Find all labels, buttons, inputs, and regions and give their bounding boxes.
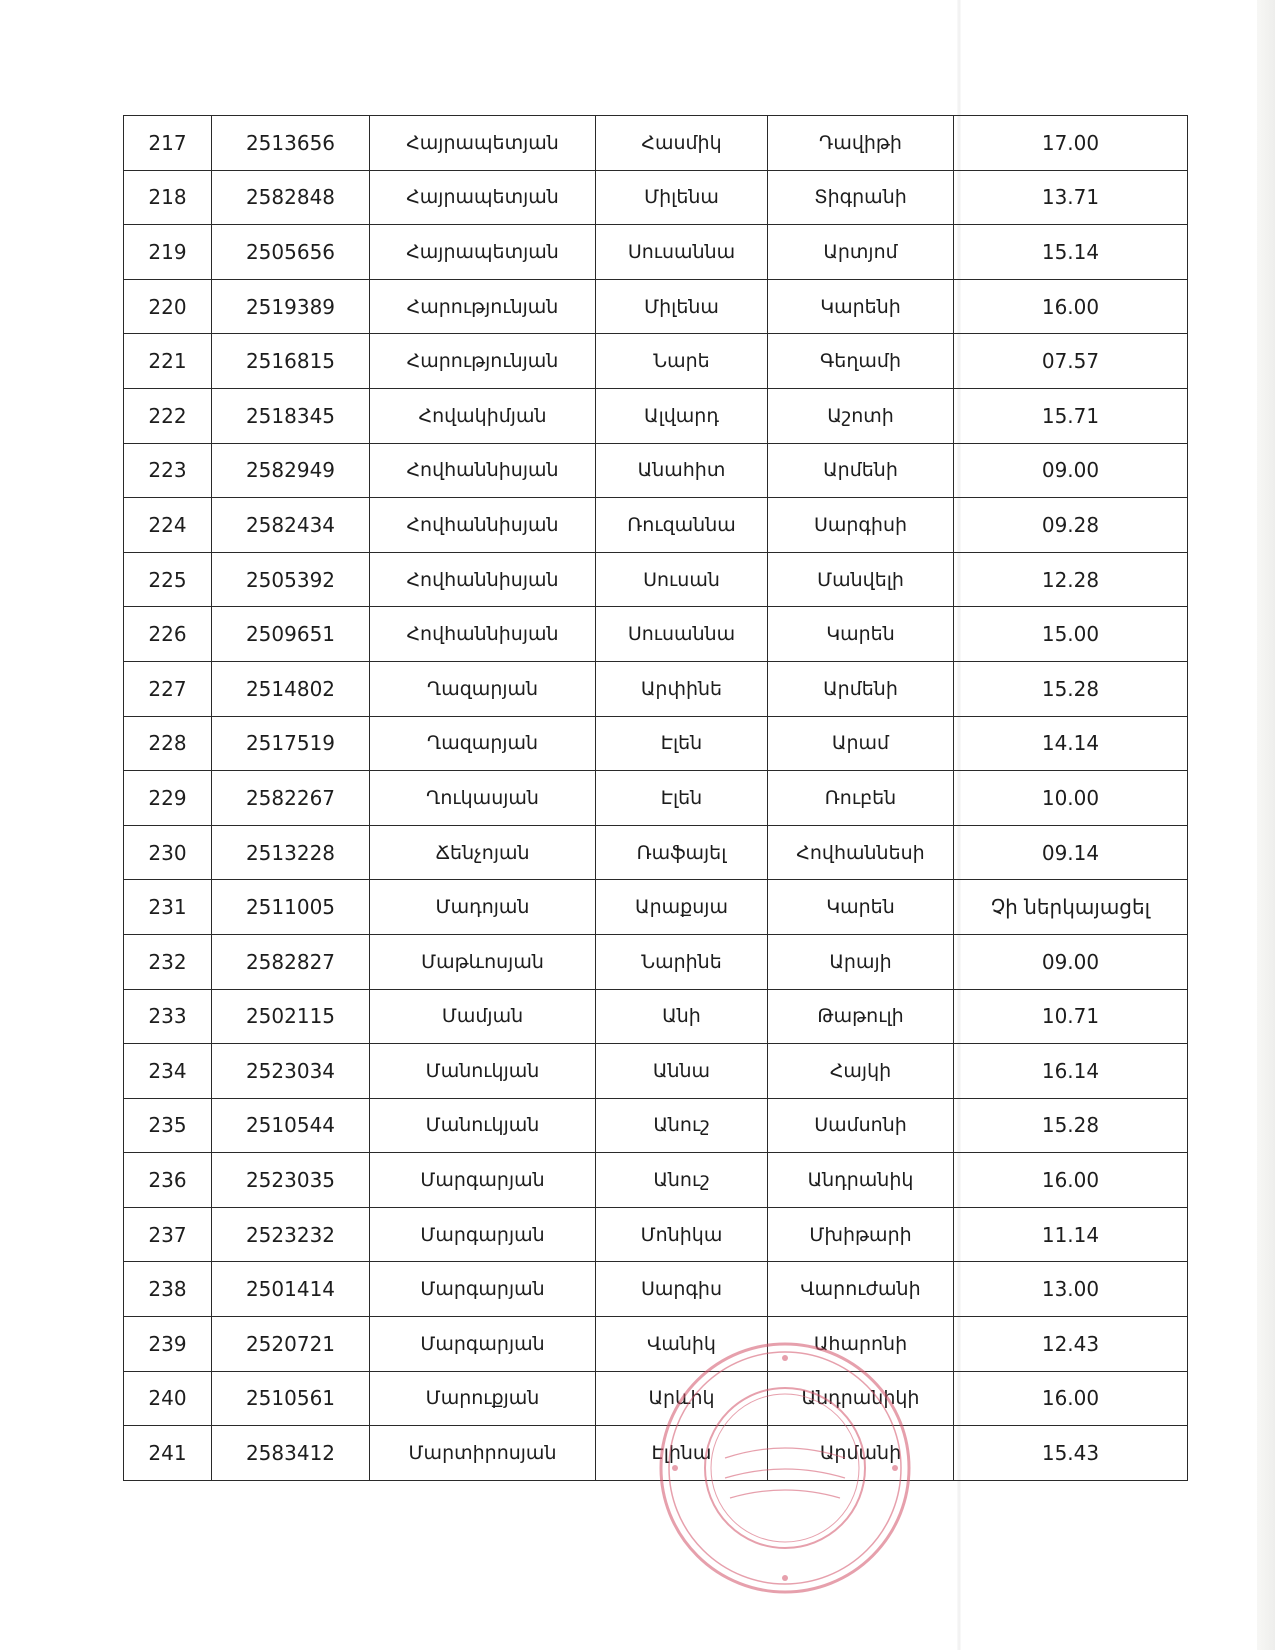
applicant-id: 2582949 [212, 443, 370, 498]
first-name: Անուշ [596, 1153, 768, 1208]
applicant-id: 2502115 [212, 989, 370, 1044]
table-row [124, 825, 1188, 880]
first-name: Սուսաննա [596, 607, 768, 662]
row-number: 231 [124, 880, 212, 935]
score: 09.28 [954, 498, 1188, 553]
score: 07.57 [954, 334, 1188, 389]
table-row [124, 716, 1188, 771]
first-name: Ռուզաննա [596, 498, 768, 553]
patronymic: Մանվելի [768, 552, 954, 607]
applicant-id: 2582434 [212, 498, 370, 553]
table-row [124, 1262, 1188, 1317]
table-row [124, 552, 1188, 607]
patronymic: Վարուժանի [768, 1262, 954, 1317]
row-number: 235 [124, 1098, 212, 1153]
score: 16.00 [954, 1153, 1188, 1208]
first-name: Միլենա [596, 170, 768, 225]
surname: Մարտիրոսյան [370, 1426, 596, 1481]
surname: Ճենչոյան [370, 825, 596, 880]
applicant-id: 2510544 [212, 1098, 370, 1153]
first-name: Արփինե [596, 661, 768, 716]
row-number: 228 [124, 716, 212, 771]
patronymic: Թաթուլի [768, 989, 954, 1044]
surname: Մարգարյան [370, 1153, 596, 1208]
table-row [124, 279, 1188, 334]
patronymic: Արմանի [768, 1426, 954, 1481]
applicant-id: 2517519 [212, 716, 370, 771]
first-name: Վանիկ [596, 1317, 768, 1372]
row-number: 240 [124, 1371, 212, 1426]
surname: Ղազարյան [370, 661, 596, 716]
row-number: 239 [124, 1317, 212, 1372]
patronymic: Տիգրանի [768, 170, 954, 225]
applicant-id: 2520721 [212, 1317, 370, 1372]
table-row [124, 1371, 1188, 1426]
score: 15.71 [954, 388, 1188, 443]
row-number: 221 [124, 334, 212, 389]
score: 13.00 [954, 1262, 1188, 1317]
surname: Հովհաննիսյան [370, 498, 596, 553]
surname: Մանուկյան [370, 1098, 596, 1153]
score: 17.00 [954, 116, 1188, 171]
patronymic: Արմենի [768, 443, 954, 498]
score: 12.43 [954, 1317, 1188, 1372]
table-row [124, 661, 1188, 716]
row-number: 225 [124, 552, 212, 607]
table-row [124, 1044, 1188, 1099]
table-row [124, 989, 1188, 1044]
table-row [124, 225, 1188, 280]
applicant-id: 2582848 [212, 170, 370, 225]
patronymic: Ռուբեն [768, 771, 954, 826]
first-name: Անահիտ [596, 443, 768, 498]
first-name: Նարե [596, 334, 768, 389]
patronymic: Ահարոնի [768, 1317, 954, 1372]
surname: Մադոյան [370, 880, 596, 935]
first-name: Մոնիկա [596, 1207, 768, 1262]
results-sheet [123, 115, 1187, 1481]
table-row [124, 170, 1188, 225]
score: 13.71 [954, 170, 1188, 225]
applicant-id: 2505392 [212, 552, 370, 607]
row-number: 218 [124, 170, 212, 225]
score: 12.28 [954, 552, 1188, 607]
row-number: 236 [124, 1153, 212, 1208]
first-name: Արևիկ [596, 1371, 768, 1426]
patronymic: Արամ [768, 716, 954, 771]
score: 10.71 [954, 989, 1188, 1044]
score: 09.00 [954, 934, 1188, 989]
applicant-id: 2511005 [212, 880, 370, 935]
applicant-id: 2510561 [212, 1371, 370, 1426]
row-number: 233 [124, 989, 212, 1044]
results-table-body [124, 116, 1188, 1481]
surname: Հովակիմյան [370, 388, 596, 443]
first-name: Ռաֆայել [596, 825, 768, 880]
applicant-id: 2583412 [212, 1426, 370, 1481]
score: 15.43 [954, 1426, 1188, 1481]
table-row [124, 771, 1188, 826]
patronymic: Հայկի [768, 1044, 954, 1099]
patronymic: Գեղամի [768, 334, 954, 389]
applicant-id: 2523034 [212, 1044, 370, 1099]
row-number: 230 [124, 825, 212, 880]
patronymic: Անդրանիկի [768, 1371, 954, 1426]
row-number: 227 [124, 661, 212, 716]
surname: Ղազարյան [370, 716, 596, 771]
table-row [124, 1098, 1188, 1153]
row-number: 220 [124, 279, 212, 334]
applicant-id: 2519389 [212, 279, 370, 334]
table-row [124, 1426, 1188, 1481]
patronymic: Սարգիսի [768, 498, 954, 553]
first-name: Նարինե [596, 934, 768, 989]
first-name: Արաքսյա [596, 880, 768, 935]
patronymic: Կարեն [768, 607, 954, 662]
score: 16.00 [954, 279, 1188, 334]
row-number: 241 [124, 1426, 212, 1481]
score: 09.14 [954, 825, 1188, 880]
score: 15.28 [954, 1098, 1188, 1153]
applicant-id: 2518345 [212, 388, 370, 443]
page-edge-shadow [1257, 0, 1275, 1650]
surname: Հայրապետյան [370, 170, 596, 225]
surname: Ղուկասյան [370, 771, 596, 826]
surname: Հայրապետյան [370, 225, 596, 280]
score: 15.28 [954, 661, 1188, 716]
table-row [124, 116, 1188, 171]
first-name: Հասմիկ [596, 116, 768, 171]
first-name: Էլինա [596, 1426, 768, 1481]
surname: Հարությունյան [370, 279, 596, 334]
first-name: Անի [596, 989, 768, 1044]
row-number: 232 [124, 934, 212, 989]
surname: Հարությունյան [370, 334, 596, 389]
applicant-id: 2523232 [212, 1207, 370, 1262]
score: 15.00 [954, 607, 1188, 662]
results-table [123, 115, 1188, 1481]
first-name: Սուսաննա [596, 225, 768, 280]
row-number: 224 [124, 498, 212, 553]
table-row [124, 607, 1188, 662]
table-row [124, 934, 1188, 989]
applicant-id: 2582267 [212, 771, 370, 826]
patronymic: Սամսոնի [768, 1098, 954, 1153]
score: 10.00 [954, 771, 1188, 826]
row-number: 219 [124, 225, 212, 280]
surname: Հովհաննիսյան [370, 607, 596, 662]
surname: Մարգարյան [370, 1207, 596, 1262]
surname: Հովհաննիսյան [370, 443, 596, 498]
patronymic: Դավիթի [768, 116, 954, 171]
first-name: Սարգիս [596, 1262, 768, 1317]
applicant-id: 2513656 [212, 116, 370, 171]
applicant-id: 2501414 [212, 1262, 370, 1317]
row-number: 226 [124, 607, 212, 662]
applicant-id: 2505656 [212, 225, 370, 280]
table-row [124, 880, 1188, 935]
patronymic: Աշոտի [768, 388, 954, 443]
patronymic: Կարենի [768, 279, 954, 334]
row-number: 237 [124, 1207, 212, 1262]
first-name: Անուշ [596, 1098, 768, 1153]
score: 14.14 [954, 716, 1188, 771]
score: 11.14 [954, 1207, 1188, 1262]
patronymic: Արայի [768, 934, 954, 989]
applicant-id: 2509651 [212, 607, 370, 662]
table-row [124, 334, 1188, 389]
score: 16.00 [954, 1371, 1188, 1426]
table-row [124, 443, 1188, 498]
surname: Մանուկյան [370, 1044, 596, 1099]
table-row [124, 1207, 1188, 1262]
table-row [124, 1317, 1188, 1372]
applicant-id: 2516815 [212, 334, 370, 389]
applicant-id: 2513228 [212, 825, 370, 880]
applicant-id: 2582827 [212, 934, 370, 989]
applicant-id: 2514802 [212, 661, 370, 716]
first-name: Միլենա [596, 279, 768, 334]
row-number: 222 [124, 388, 212, 443]
row-number: 229 [124, 771, 212, 826]
table-row [124, 388, 1188, 443]
surname: Մամյան [370, 989, 596, 1044]
row-number: 223 [124, 443, 212, 498]
row-number: 234 [124, 1044, 212, 1099]
row-number: 238 [124, 1262, 212, 1317]
score: 15.14 [954, 225, 1188, 280]
patronymic: Արմենի [768, 661, 954, 716]
patronymic: Անդրանիկ [768, 1153, 954, 1208]
row-number: 217 [124, 116, 212, 171]
surname: Մաթևոսյան [370, 934, 596, 989]
surname: Հովհաննիսյան [370, 552, 596, 607]
score: 09.00 [954, 443, 1188, 498]
first-name: Ալվարդ [596, 388, 768, 443]
score: 16.14 [954, 1044, 1188, 1099]
patronymic: Արտյոմ [768, 225, 954, 280]
first-name: Սուսան [596, 552, 768, 607]
applicant-id: 2523035 [212, 1153, 370, 1208]
surname: Մարուքյան [370, 1371, 596, 1426]
patronymic: Կարեն [768, 880, 954, 935]
first-name: Էլեն [596, 771, 768, 826]
table-row [124, 498, 1188, 553]
surname: Մարգարյան [370, 1262, 596, 1317]
first-name: Աննա [596, 1044, 768, 1099]
patronymic: Մխիթարի [768, 1207, 954, 1262]
surname: Մարգարյան [370, 1317, 596, 1372]
table-row [124, 1153, 1188, 1208]
patronymic: Հովհաննեսի [768, 825, 954, 880]
surname: Հայրապետյան [370, 116, 596, 171]
score: Չի ներկայացել [954, 880, 1188, 935]
first-name: Էլեն [596, 716, 768, 771]
